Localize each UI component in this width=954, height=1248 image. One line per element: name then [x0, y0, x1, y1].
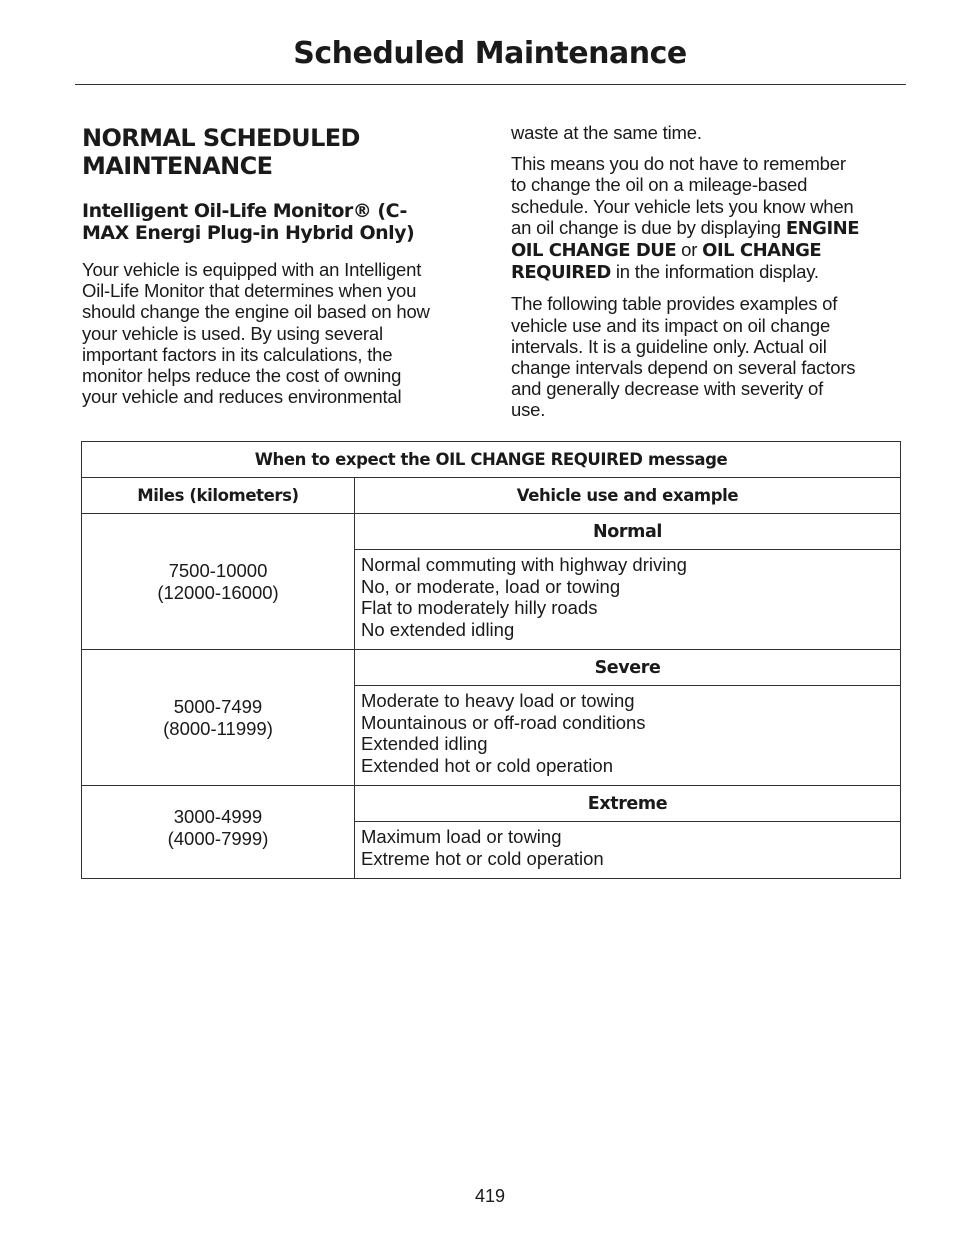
- paragraph-text: in the information display.: [610, 261, 819, 283]
- use-example: Extended hot or cold operation: [361, 754, 613, 776]
- use-example: Maximum load or towing: [361, 826, 562, 847]
- paragraph-line: [511, 217, 906, 239]
- severity-label: Severe: [355, 650, 901, 686]
- severity-label: Normal: [355, 514, 901, 550]
- use-examples-cell: [355, 822, 901, 879]
- paragraph-text: an oil change is due by displaying: [511, 216, 786, 238]
- paragraph-line: your vehicle and reduces environmental: [82, 386, 402, 408]
- table-title: When to expect the OIL CHANGE REQUIRED message: [82, 442, 901, 478]
- paragraph-line: and generally decrease with severity of: [511, 378, 824, 400]
- page-title: Scheduled Maintenance: [293, 36, 687, 71]
- use-examples-cell: [355, 550, 901, 650]
- paragraph-line: your vehicle is used. By using several: [82, 322, 383, 344]
- paragraph-line: [511, 261, 906, 283]
- kilometers-value: (4000-7999): [167, 828, 269, 849]
- right-column: [511, 122, 906, 421]
- section-heading-line: NORMAL SCHEDULED: [82, 124, 360, 152]
- use-example: Mountainous or off-road conditions: [361, 711, 646, 733]
- use-examples-cell: [355, 686, 901, 786]
- left-column: [82, 124, 477, 407]
- sub-heading-line: Intelligent Oil-Life Monitor® (C-: [82, 200, 407, 222]
- paragraph-line: change intervals depend on several factors: [511, 357, 856, 379]
- display-message-paragraph: [511, 153, 906, 283]
- table-row: [82, 786, 901, 822]
- kilometers-value: (8000-11999): [163, 717, 273, 739]
- sub-heading-line: MAX Energi Plug-in Hybrid Only): [82, 222, 415, 244]
- paragraph-line: use.: [511, 399, 546, 421]
- table-intro-paragraph: [511, 293, 906, 420]
- use-example: Extreme hot or cold operation: [361, 847, 604, 869]
- paragraph-line: Your vehicle is equipped with an Intelligent: [82, 259, 422, 280]
- use-example: No extended idling: [361, 618, 515, 640]
- paragraph-line: The following table provides examples of: [511, 293, 838, 315]
- continued-paragraph: waste at the same time.: [511, 122, 702, 143]
- miles-value: 5000-7499: [173, 695, 263, 717]
- page-number: 419: [474, 1186, 506, 1206]
- oil-change-table: [81, 441, 901, 879]
- paragraph-line: intervals. It is a guideline only. Actual oil: [511, 335, 827, 357]
- paragraph-line: vehicle use and its impact on oil change: [511, 314, 831, 336]
- use-example: Extended idling: [361, 733, 488, 754]
- mileage-cell: [82, 786, 355, 879]
- message-oil-change-due: OIL CHANGE DUE: [511, 240, 677, 262]
- column-header-miles: Miles (kilometers): [82, 478, 355, 514]
- message-oil-change: OIL CHANGE: [702, 240, 822, 262]
- column-header-vehicle-use: Vehicle use and example: [355, 478, 901, 514]
- message-required: REQUIRED: [511, 262, 611, 284]
- paragraph-line: schedule. Your vehicle lets you know when: [511, 195, 854, 217]
- severity-label: Extreme: [355, 786, 901, 822]
- section-heading-line: MAINTENANCE: [82, 152, 273, 180]
- paragraph-text: or: [676, 239, 703, 261]
- table-row: [82, 650, 901, 686]
- paragraph-line: [511, 239, 906, 261]
- paragraph-line: to change the oil on a mileage-based: [511, 174, 808, 196]
- paragraph-line: monitor helps reduce the cost of owning: [82, 365, 402, 387]
- use-example: Moderate to heavy load or towing: [361, 690, 635, 711]
- paragraph-line: important factors in its calculations, the: [82, 343, 393, 365]
- kilometers-value: (12000-16000): [157, 581, 279, 603]
- paragraph-line: Oil-Life Monitor that determines when you: [82, 280, 417, 302]
- section-heading: [82, 124, 477, 180]
- paragraph-line: This means you do not have to remember: [511, 153, 846, 175]
- message-engine: ENGINE: [785, 217, 860, 239]
- paragraph-line: should change the engine oil based on how: [82, 301, 430, 323]
- use-example: No, or moderate, load or towing: [361, 575, 621, 597]
- mileage-cell: [82, 650, 355, 786]
- intro-paragraph: [82, 259, 477, 407]
- miles-value: 7500-10000: [168, 559, 268, 581]
- sub-heading: [82, 200, 477, 244]
- table-row: [82, 514, 901, 550]
- mileage-cell: [82, 514, 355, 650]
- miles-value: 3000-4999: [173, 806, 263, 827]
- use-example: Normal commuting with highway driving: [361, 554, 687, 575]
- use-example: Flat to moderately hilly roads: [361, 597, 598, 618]
- title-divider: [75, 84, 906, 85]
